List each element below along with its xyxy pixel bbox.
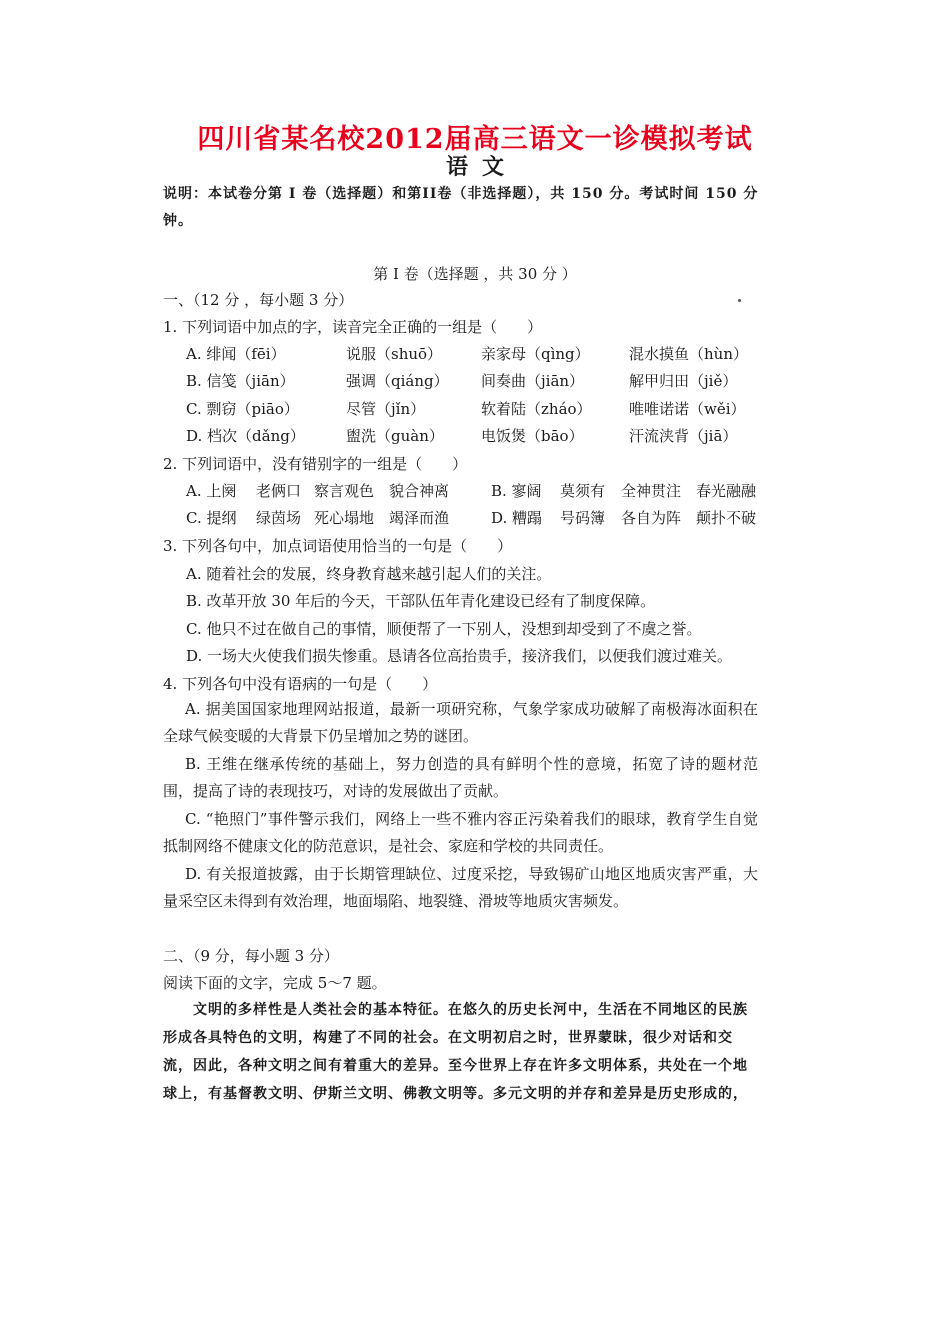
word-cell: 老俩口: [256, 482, 302, 500]
option-cell: 混水摸鱼（hùn）: [629, 345, 748, 363]
word-cell: C. 提纲: [186, 509, 237, 527]
word-cell: 察言观色: [314, 482, 375, 500]
option-cell: 亲家母（qìng）: [481, 345, 590, 363]
scan-speck: [738, 299, 741, 302]
question-1-row-d: [186, 425, 776, 447]
word-cell: 全神贯注: [621, 482, 682, 500]
word-cell: B. 寥阔: [491, 482, 542, 500]
question-1-row-c: [186, 398, 776, 420]
option-cell: C. 剽窃（piāo）: [186, 400, 299, 418]
subject-heading: 语文: [445, 154, 518, 180]
question-3-option-d: D. 一场大火使我们损失惨重。恳请各位高抬贵手，接济我们，以便我们渡过难关。: [186, 647, 733, 665]
option-cell: 强调（qiáng）: [346, 372, 449, 390]
word-cell: 号码簿: [560, 509, 606, 527]
option-cell: 间奏曲（jiān）: [481, 372, 585, 390]
part-2-heading: 二、（9 分，每小题 3 分）: [163, 947, 339, 965]
section-1-heading: 第 I 卷（选择题 ，共 30 分 ）: [373, 265, 577, 283]
word-cell: 绿茵场: [256, 509, 302, 527]
question-4-option-c: C. “艳照门”事件警示我们，网络上一些不雅内容正污染着我们的眼球，教育学生自觉抵制网络不健康文化的防范意识，是社会、家庭和学校的共同责任。: [163, 810, 758, 855]
question-3-option-b: B. 改革开放 30 年后的今天，干部队伍年青化建设已经有了制度保障。: [186, 592, 656, 610]
question-4-option-b: B. 王维在继承传统的基础上，努力创造的具有鲜明个性的意境，拓宽了诗的题材范围，提高了诗的表现技巧，对诗的发展做出了贡献。: [163, 755, 758, 800]
question-1-row-b: [186, 370, 776, 392]
question-3-option-a: A. 随着社会的发展，终身教育越来越引起人们的关注。: [186, 565, 552, 583]
word-cell: 莫须有: [560, 482, 606, 500]
word-cell: 竭泽而渔: [389, 509, 450, 527]
question-2-row-cd: [186, 507, 776, 529]
question-4-stem: 4. 下列各句中没有语病的一句是（ ）: [163, 675, 438, 693]
option-cell: 解甲归田（jiě）: [629, 372, 738, 390]
reading-instruction: 阅读下面的文字，完成 5～7 题。: [163, 974, 387, 992]
word-cell: 死心塌地: [314, 509, 375, 527]
question-2-row-ab: [186, 480, 776, 502]
option-cell: D. 档次（dǎng）: [186, 427, 305, 445]
reading-passage: 文明的多样性是人类社会的基本特征。在悠久的历史长河中，生活在不同地区的民族形成各具特色的文明，构建了不同的社会。在文明初启之时，世界蒙昧，很少对话和交流，因此，各种文明之间有着重大的差异。至今世界上存在许多文明体系，共处在一个地球上，有基督教文明、伊斯兰文明、佛教文明等。多元文明的并存和差异是历史形成的，: [163, 1002, 748, 1102]
word-cell: A. 上阕: [186, 482, 237, 500]
option-cell: 汗流浃背（jiā）: [629, 427, 738, 445]
question-2-stem: 2. 下列词语中，没有错别字的一组是（ ）: [163, 455, 468, 473]
option-cell: 软着陆（zháo）: [481, 400, 592, 418]
exam-title: 四川省某名校2012届高三语文一诊模拟考试: [197, 124, 753, 155]
word-cell: 颠扑不破: [696, 509, 757, 527]
option-cell: A. 绯闻（fēi）: [186, 345, 286, 363]
exam-instructions: 说明：本试卷分第 I 卷（选择题）和第II卷（非选择题），共 150 分。考试时间 150 分钟。: [163, 186, 759, 229]
question-3-option-c: C. 他只不过在做自己的事情，顺便帮了一下别人，没想到却受到了不虞之誉。: [186, 620, 702, 638]
word-cell: 貌合神离: [389, 482, 450, 500]
question-1-row-a: [186, 343, 776, 365]
question-1-stem: 1. 下列词语中加点的字，读音完全正确的一组是（ ）: [163, 318, 543, 336]
option-cell: 尽管（jǐn）: [346, 400, 426, 418]
part-1-heading: 一、（12 分 ，每小题 3 分）: [163, 291, 354, 309]
question-3-stem: 3. 下列各句中，加点词语使用恰当的一句是（ ）: [163, 537, 513, 555]
option-cell: 说服（shuō）: [346, 345, 443, 363]
word-cell: D. 糟蹋: [491, 509, 543, 527]
option-cell: 唯唯诺诺（wěi）: [629, 400, 746, 418]
word-cell: 各自为阵: [621, 509, 682, 527]
option-cell: 电饭煲（bāo）: [481, 427, 584, 445]
option-cell: 盥洗（guàn）: [346, 427, 444, 445]
word-cell: 春光融融: [696, 482, 757, 500]
question-4-option-a: A. 据美国国家地理网站报道，最新一项研究称，气象学家成功破解了南极海冰面积在全球气候变暖的大背景下仍呈增加之势的谜团。: [163, 700, 758, 745]
option-cell: B. 信笺（jiān）: [186, 372, 295, 390]
question-4-option-d: D. 有关报道披露，由于长期管理缺位、过度采挖，导致锡矿山地区地质灾害严重，大量采空区未得到有效治理，地面塌陷、地裂缝、滑坡等地质灾害频发。: [163, 865, 758, 910]
